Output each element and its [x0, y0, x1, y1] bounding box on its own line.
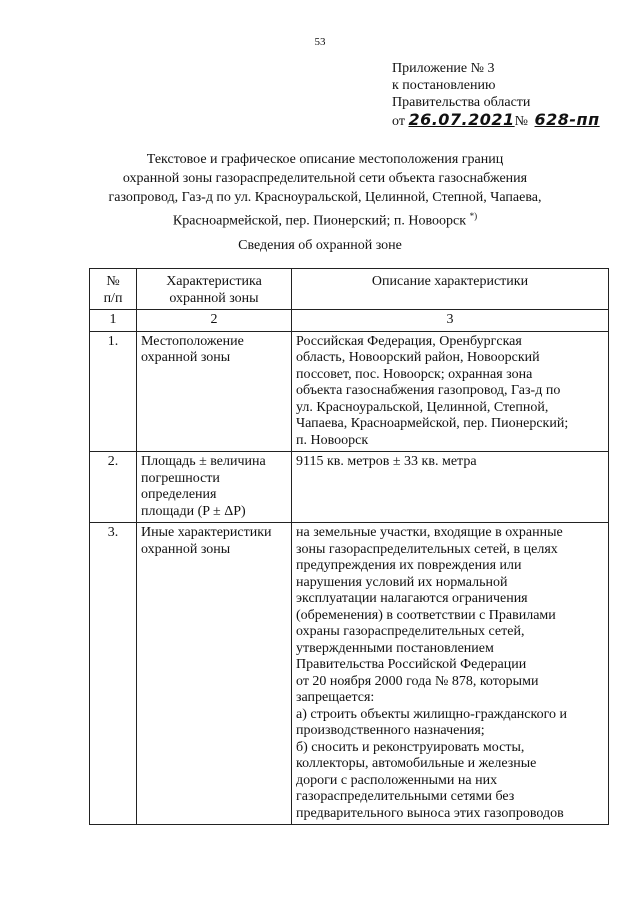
title-line-3: газопровод, Газ-д по ул. Красноуральской, Целинной, Степной, Чапаева,	[108, 190, 542, 205]
column-number-2: 2	[137, 310, 292, 332]
header-description: Описание характеристики	[292, 269, 609, 310]
appendix-block	[392, 60, 600, 130]
table-row	[90, 523, 609, 825]
description-line: нарушения условий их нормальной	[296, 574, 508, 590]
row-characteristic	[137, 331, 292, 452]
description-line: эксплуатации налагаются ограничения	[296, 591, 528, 606]
description-line: а) строить объекты жилищно-гражданского и	[296, 706, 567, 722]
header-characteristic	[137, 269, 292, 310]
characteristic-line: охранной зоны	[141, 541, 231, 557]
appendix-from-prefix: от	[392, 114, 405, 129]
header-characteristic-line-1: Характеристика	[166, 274, 262, 289]
row-description	[292, 523, 609, 825]
description-line: п. Новоорск	[296, 432, 369, 448]
row-characteristic	[137, 523, 292, 825]
appendix-to-resolution: к постановлению	[392, 78, 496, 93]
column-number-row	[90, 310, 609, 332]
row-description	[292, 331, 609, 452]
description-line: б) сносить и реконструировать мосты,	[296, 739, 525, 755]
appendix-government: Правительства области	[392, 95, 531, 110]
description-line: предварительного выноса этих газопроводов	[296, 805, 564, 821]
row-number: 3.	[90, 523, 137, 825]
description-line: объекта газоснабжения газопровод, Газ-д по	[296, 383, 561, 398]
footnote-mark: *)	[469, 211, 478, 221]
column-number-3: 3	[292, 310, 609, 332]
header-number-line-1: №	[106, 274, 120, 289]
description-line: на земельные участки, входящие в охранные	[296, 525, 563, 540]
description-line: (обременения) в соответствии с Правилами	[296, 607, 556, 623]
table-row	[90, 452, 609, 523]
row-number: 2.	[90, 452, 137, 523]
document-title	[60, 150, 590, 231]
table-row	[90, 331, 609, 452]
description-line: дороги с расположенными на них	[296, 772, 498, 788]
number-sign: №	[514, 114, 529, 129]
description-line: утвержденными постановлением	[296, 640, 494, 656]
description-line: 9115 кв. метров ± 33 кв. метра	[296, 454, 477, 469]
handwritten-date: 26.07.2021	[408, 110, 515, 129]
characteristic-line: определения	[141, 487, 217, 502]
column-number-1: 1	[90, 310, 137, 332]
appendix-date-line	[392, 111, 600, 130]
characteristic-line: Площадь ± величина	[141, 454, 266, 469]
title-line-4: Красноармейской, пер. Пионерский; п. Новоорск	[172, 213, 467, 229]
appendix-title: Приложение № 3	[392, 61, 495, 76]
handwritten-number: 628-пп	[534, 110, 600, 129]
description-line: поссовет, пос. Новоорск; охранная зона	[296, 366, 533, 382]
header-number-line-2: п/п	[103, 290, 123, 306]
table-header-row	[90, 269, 609, 310]
header-number	[90, 269, 137, 310]
description-line: запрещается:	[296, 690, 375, 705]
description-line: газораспределительными сетями без	[296, 789, 515, 804]
header-characteristic-line-2: охранной зоны	[169, 290, 259, 306]
row-description	[292, 452, 609, 523]
row-characteristic	[137, 452, 292, 523]
section-subtitle: Сведения об охранной зоне	[238, 238, 402, 253]
description-line: Чапаева, Красноармейской, пер. Пионерский;	[296, 416, 569, 431]
title-line-1: Текстовое и графическое описание местоположения границ	[146, 152, 504, 167]
description-line: Правительства Российской Федерации	[296, 657, 527, 672]
protection-zone-table	[89, 268, 609, 825]
description-line: производственного назначения;	[296, 723, 485, 738]
characteristic-line: погрешности	[141, 470, 220, 486]
characteristic-line: Иные характеристики	[141, 525, 272, 540]
description-line: зоны газораспределительных сетей, в целях	[296, 541, 558, 557]
row-number: 1.	[90, 331, 137, 452]
page-number: 53	[314, 36, 326, 48]
description-line: область, Новоорский район, Новоорский	[296, 350, 540, 365]
characteristic-line: площади (P ± ΔP)	[141, 503, 246, 519]
description-line: от 20 ноября 2000 года № 878, которыми	[296, 673, 539, 689]
title-line-2: охранной зоны газораспределительной сети объекта газоснабжения	[122, 171, 528, 186]
characteristic-line: охранной зоны	[141, 350, 231, 365]
description-line: Российская Федерация, Оренбургская	[296, 333, 522, 349]
description-line: предупреждения их повреждения или	[296, 558, 522, 573]
description-line: ул. Красноуральской, Целинной, Степной,	[296, 399, 549, 415]
description-line: коллекторы, автомобильные и железные	[296, 756, 537, 771]
characteristic-line: Местоположение	[141, 333, 244, 349]
description-line: охраны газораспределительных сетей,	[296, 624, 525, 639]
title-line-4-wrap	[60, 207, 590, 231]
